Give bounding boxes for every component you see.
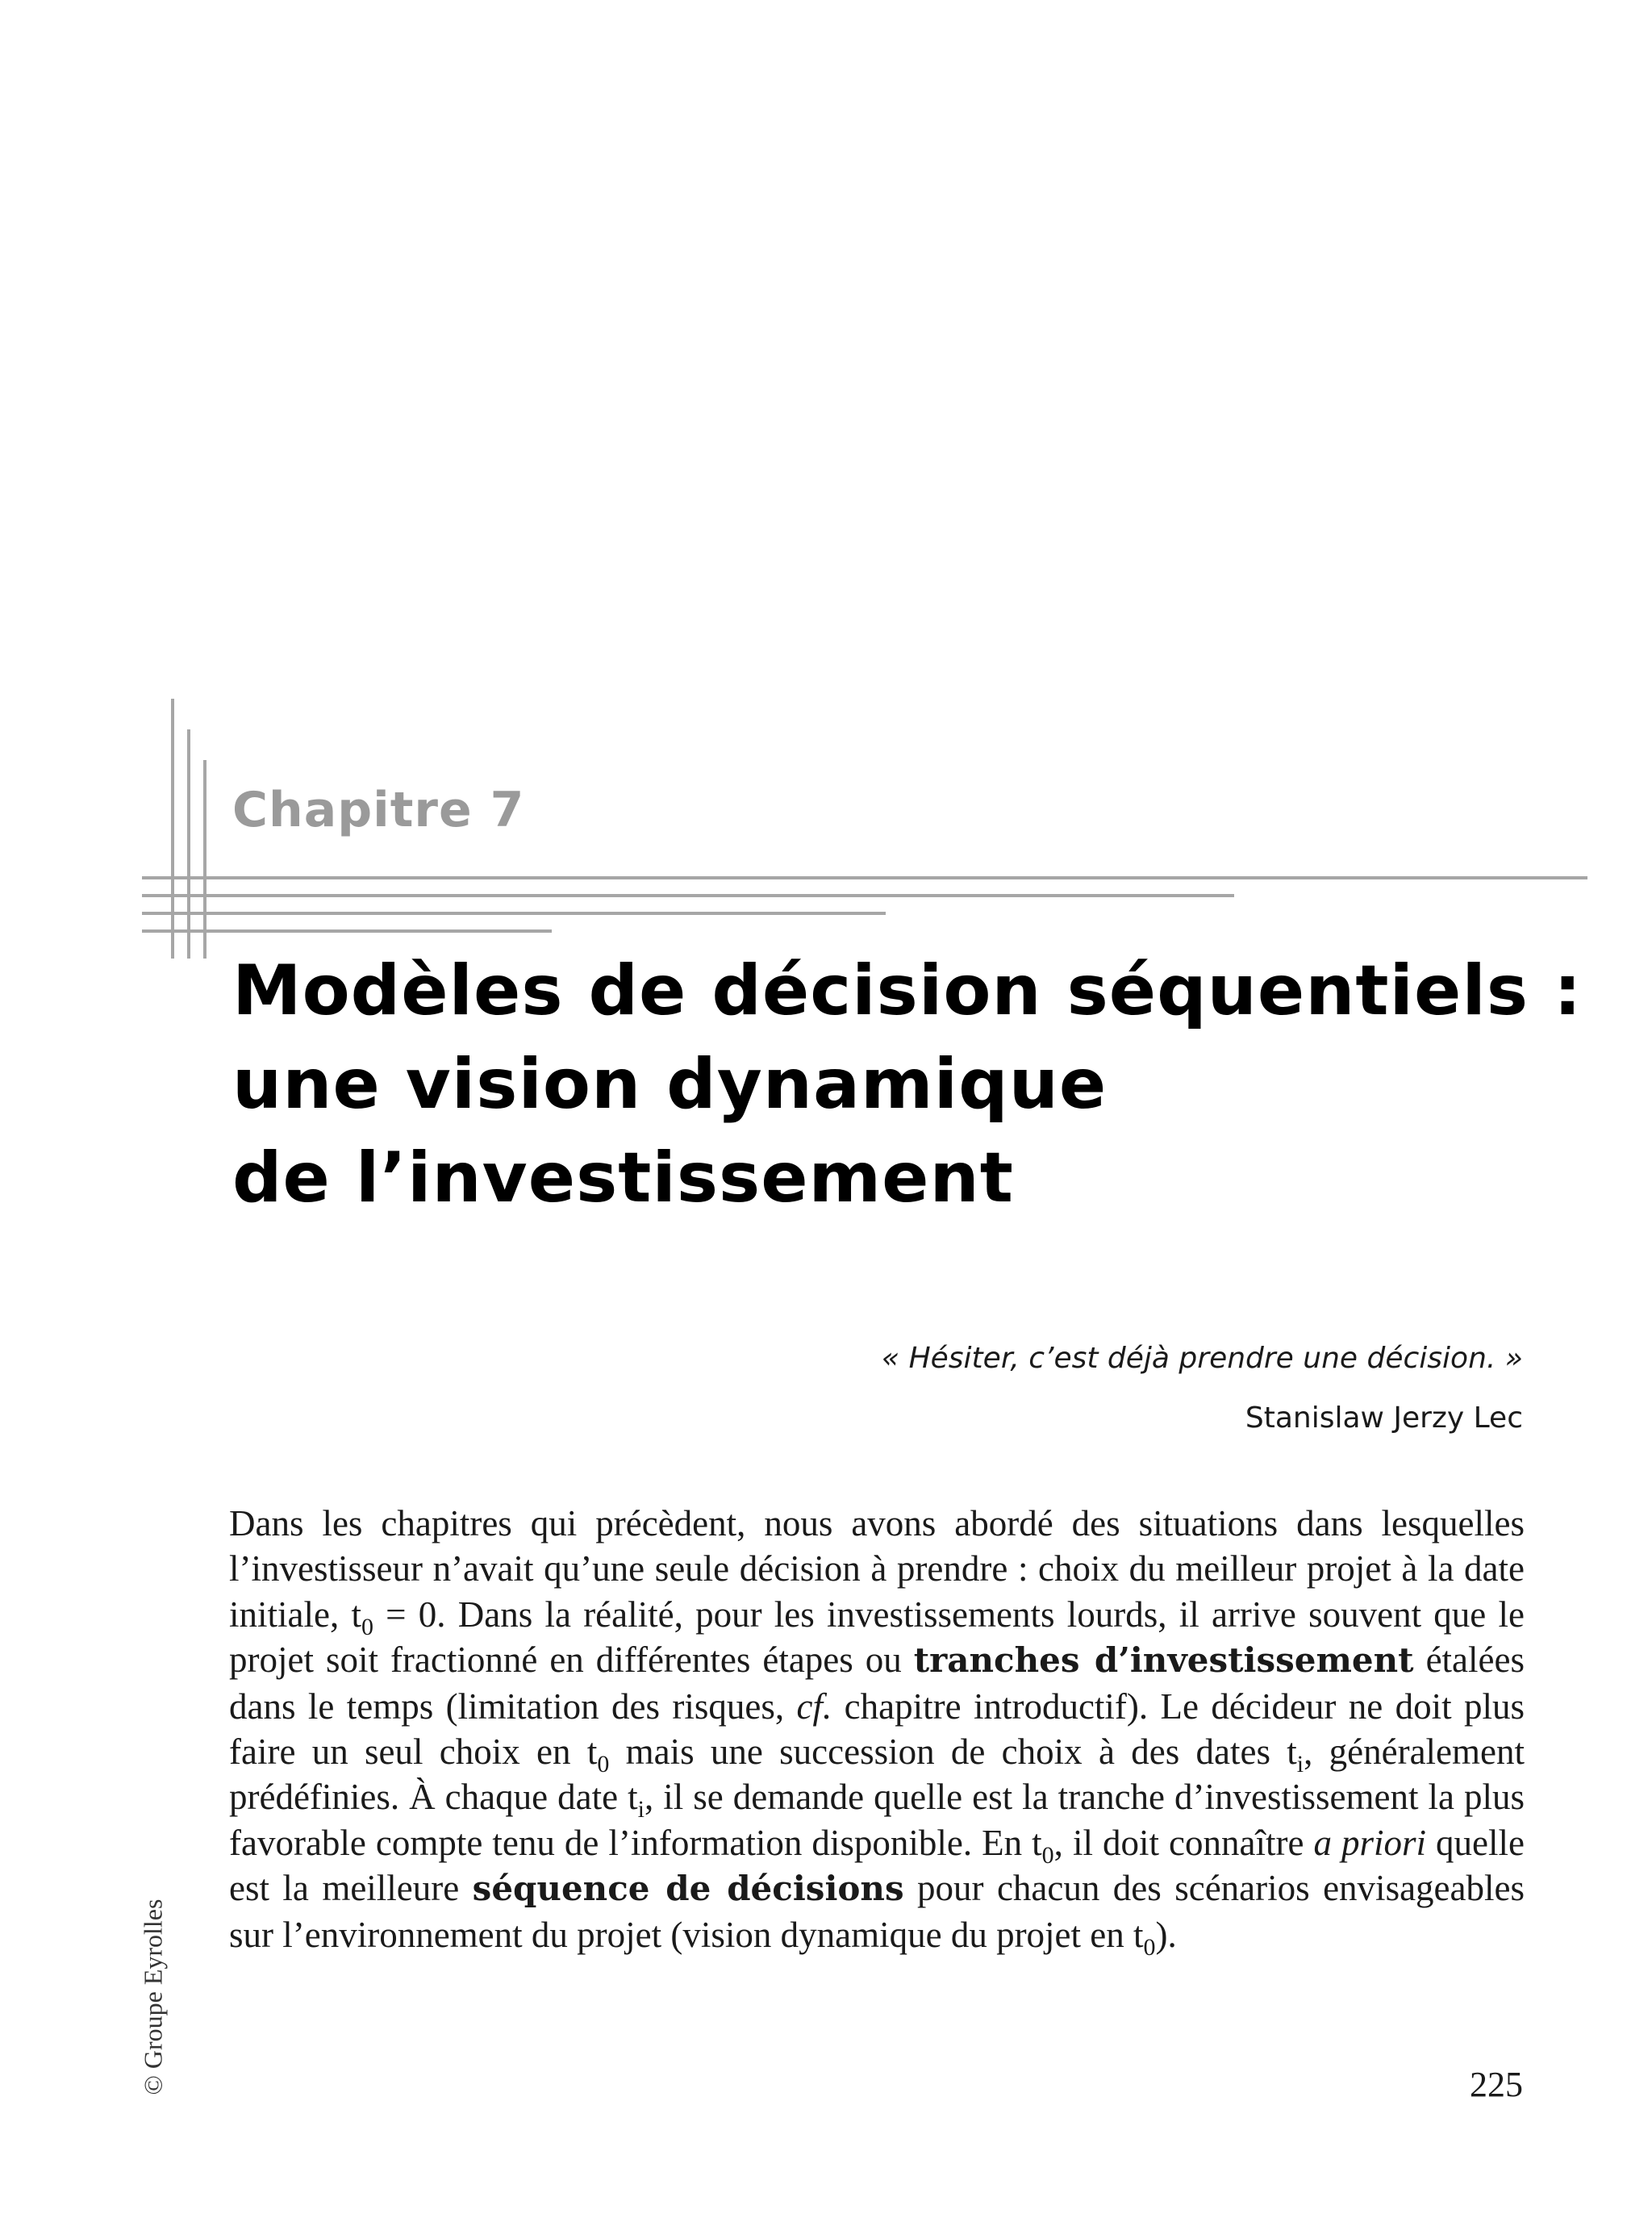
text-run: étalées dans le temps (limitation des risques, — [229, 1640, 1525, 1727]
text-run: mais une succession de choix à des dates t — [609, 1731, 1297, 1773]
epigraph-quote: « Hésiter, c’est déjà prendre une décision. » — [881, 1342, 1523, 1375]
ornament-horizontal-line — [142, 876, 1587, 879]
ornament-vertical-line — [187, 729, 190, 959]
text-run: , généralement prédéfinies. À chaque date t — [229, 1731, 1525, 1818]
subscript: 0 — [1143, 1933, 1156, 1961]
bold-term: séquence de décisions — [472, 1869, 904, 1909]
ornament-horizontal-line — [142, 894, 1234, 897]
subscript: 0 — [1041, 1841, 1054, 1869]
chapter-title-line: de l’investissement — [232, 1138, 1014, 1218]
subscript: i — [1296, 1751, 1304, 1778]
subscript: i — [637, 1796, 645, 1823]
subscript: 0 — [597, 1751, 610, 1778]
text-run: pour chacun des scénarios envisageables sur l’environnement du projet (vision dynamique du projet en t — [229, 1868, 1525, 1955]
chapter-title — [232, 944, 1583, 1225]
chapter-title-line: une vision dynamique — [232, 1044, 1108, 1125]
ornament-vertical-line — [171, 699, 174, 959]
text-run: ). — [1155, 1914, 1177, 1955]
ornament-horizontal-line — [142, 912, 886, 915]
subscript: 0 — [361, 1613, 373, 1640]
ornament-horizontal-line — [142, 929, 552, 933]
bold-term: tranches d’investissement — [913, 1640, 1414, 1681]
text-run: , il se demande quelle est la tranche d’investissement la plus favorable compte tenu de l’information disponible. En t — [229, 1777, 1525, 1863]
chapter-label: Chapitre 7 — [232, 782, 525, 838]
page-number: 225 — [1470, 2065, 1523, 2104]
text-run: = 0. Dans la réalité, pour les investissements lourds, il arrive souvent que le projet soit fractionné en différentes étapes ou — [229, 1594, 1525, 1681]
copyright-notice: © Groupe Eyrolles — [138, 1899, 168, 2095]
chapter-title-line: Modèles de décision séquentiels : — [232, 950, 1583, 1031]
text-run: Dans les chapitres qui précèdent, nous avons abordé des situations dans lesquelles l’investisseur n’avait qu’une seule décision à prendre : choix du meilleur projet à la date initiale, t — [229, 1503, 1525, 1635]
italic-term: cf. — [796, 1686, 832, 1727]
epigraph — [882, 1339, 1523, 1438]
body-paragraph — [229, 1501, 1525, 1961]
text-run: , il doit connaître — [1053, 1822, 1314, 1863]
text-run: chapitre introductif). Le décideur ne doit plus faire un seul choix en t — [229, 1686, 1525, 1773]
text-run: quelle est la meilleure — [229, 1822, 1525, 1909]
epigraph-author: Stanislaw Jerzy Lec — [1245, 1401, 1523, 1435]
italic-term: a priori — [1313, 1822, 1427, 1863]
